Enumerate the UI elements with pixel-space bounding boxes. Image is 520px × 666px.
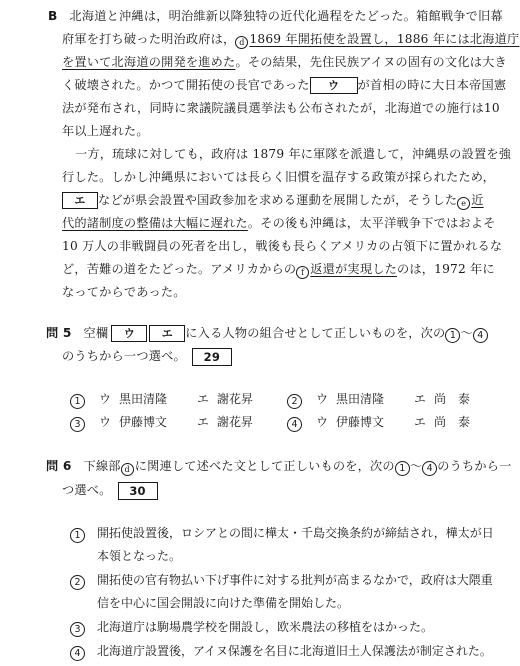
q6-stem-line-2: つ選べ。 30: [62, 482, 158, 500]
q5-option-4[interactable]: 4 ウ 伊藤博文 エ 尚 泰: [287, 414, 470, 432]
q6-option-1-line-2: 本領となった。: [97, 549, 182, 563]
q5-answer-number: 29: [192, 348, 232, 366]
q5-option-2[interactable]: 2 ウ 黒田清隆 エ 尚 泰: [287, 391, 470, 409]
underline-mark-e: e: [457, 197, 470, 210]
passage-line-2: 府軍を打ち破った明治政府は， d 1869 年開拓使を設置し，1886 年には北海道庁: [62, 32, 520, 47]
q6-answer-number: 30: [118, 482, 158, 500]
passage-line-1: B 北海道と沖縄は，明治維新以降独特の近代化過程をたどった。箱館戦争で旧幕: [48, 9, 503, 23]
q6-option-2[interactable]: 2 開拓使の官有物払い下げ事件に対する批判が高まるなかで，政府は大隈重: [70, 572, 493, 590]
passage-line-4: く破壊された。かつて開拓使の長官であった ウ が首相の時に大日本帝国憲: [62, 78, 507, 92]
passage-line-13: なってからであった。: [62, 285, 186, 299]
q6-stem-line-1: 問 6 下線部 d に関連して述べた文として正しいものを，次の 1 〜 4 のうちから一: [46, 459, 512, 474]
passage-line-6: 年以上遅れた。: [62, 124, 149, 138]
passage-line-9: エ などが県会設置や国政参加を求める運動を展開したが，そうした e 近: [62, 192, 484, 210]
passage-line-7: 一方，琉球に対しても，政府は 1879 年に軍隊を派遣して，沖縄県の設置を強: [75, 147, 512, 161]
q5-stem-line-2: のうちから一つ選べ。 29: [62, 348, 232, 366]
section-label: B: [48, 9, 58, 23]
blank-box-e: エ: [62, 192, 98, 209]
circled-4: 4: [70, 646, 85, 661]
underline-mark-f: f: [296, 266, 309, 279]
circled-2: 2: [287, 394, 302, 409]
circled-4: 4: [473, 328, 488, 343]
passage-line-10: 代的諸制度の整備は大幅に遅れた。その後も沖縄は，太平洋戦争下ではおよそ: [62, 216, 496, 230]
q5-option-1[interactable]: 1 ウ 黒田清隆 エ 謝花昇: [70, 391, 253, 409]
underline-mark-d: d: [121, 463, 134, 476]
underline-mark-d: d: [235, 36, 248, 49]
underline-d-part2: を置いて北海道の開発を進めた: [62, 55, 236, 69]
underline-e: 代的諸制度の整備は大幅に遅れた: [62, 216, 248, 230]
q6-option-3[interactable]: 3 北海道庁は駒場農学校を開設し，欧米農法の移植をはかった。: [70, 619, 433, 637]
q5-stem-line-1: 問 5 空欄 ウ エ に入る人物の組合せとして正しいものを，次の 1 〜 4: [46, 325, 488, 343]
passage-line-12: ど，苦難の道をたどった。アメリカからの f 返還が実現したのは，1972 年に: [62, 262, 495, 277]
q6-label: 問 6: [46, 459, 72, 473]
circled-3: 3: [70, 622, 85, 637]
circled-1: 1: [395, 461, 410, 476]
underline-d-part1: 1869 年開拓使を設置し，1886 年には北海道庁: [249, 32, 520, 46]
q5-label: 問 5: [46, 326, 72, 340]
circled-1: 1: [70, 528, 85, 543]
underline-f: 返還が実現した: [310, 262, 397, 276]
circled-4: 4: [287, 417, 302, 432]
q6-option-4[interactable]: 4 北海道庁設置後，アイヌ保護を名目に北海道旧土人保護法が制定された。: [70, 643, 492, 661]
q5-option-3[interactable]: 3 ウ 伊藤博文 エ 謝花昇: [70, 414, 253, 432]
circled-1: 1: [70, 394, 85, 409]
circled-1: 1: [445, 328, 460, 343]
passage-line-11: 10 万人の非戦闘員の死者を出し，戦後も長らくアメリカの占領下に置かれるな: [62, 239, 503, 253]
circled-2: 2: [70, 575, 85, 590]
circled-4: 4: [422, 461, 437, 476]
circled-3: 3: [70, 417, 85, 432]
passage-line-8: 行した。しかし沖縄県においては長らく旧慣を温存する政策が採られたため，: [62, 170, 496, 184]
passage-line-3: を置いて北海道の開発を進めた。その結果，先住民族アイヌの固有の文化は大き: [62, 55, 507, 69]
q6-option-2-line-2: 信を中心に国会開設に向けた準備を開始した。: [97, 596, 350, 610]
passage-line-5: 法が発布され，同時に衆議院議員選挙法も公布されたが，北海道での施行は10: [62, 101, 500, 115]
q6-option-1[interactable]: 1 開拓使設置後，ロシアとの間に樺太・千島交換条約が締結され，樺太が日: [70, 525, 494, 543]
blank-box-u: ウ: [310, 77, 358, 94]
q5-blank-e: エ: [149, 325, 185, 342]
q5-blank-u: ウ: [111, 325, 147, 342]
